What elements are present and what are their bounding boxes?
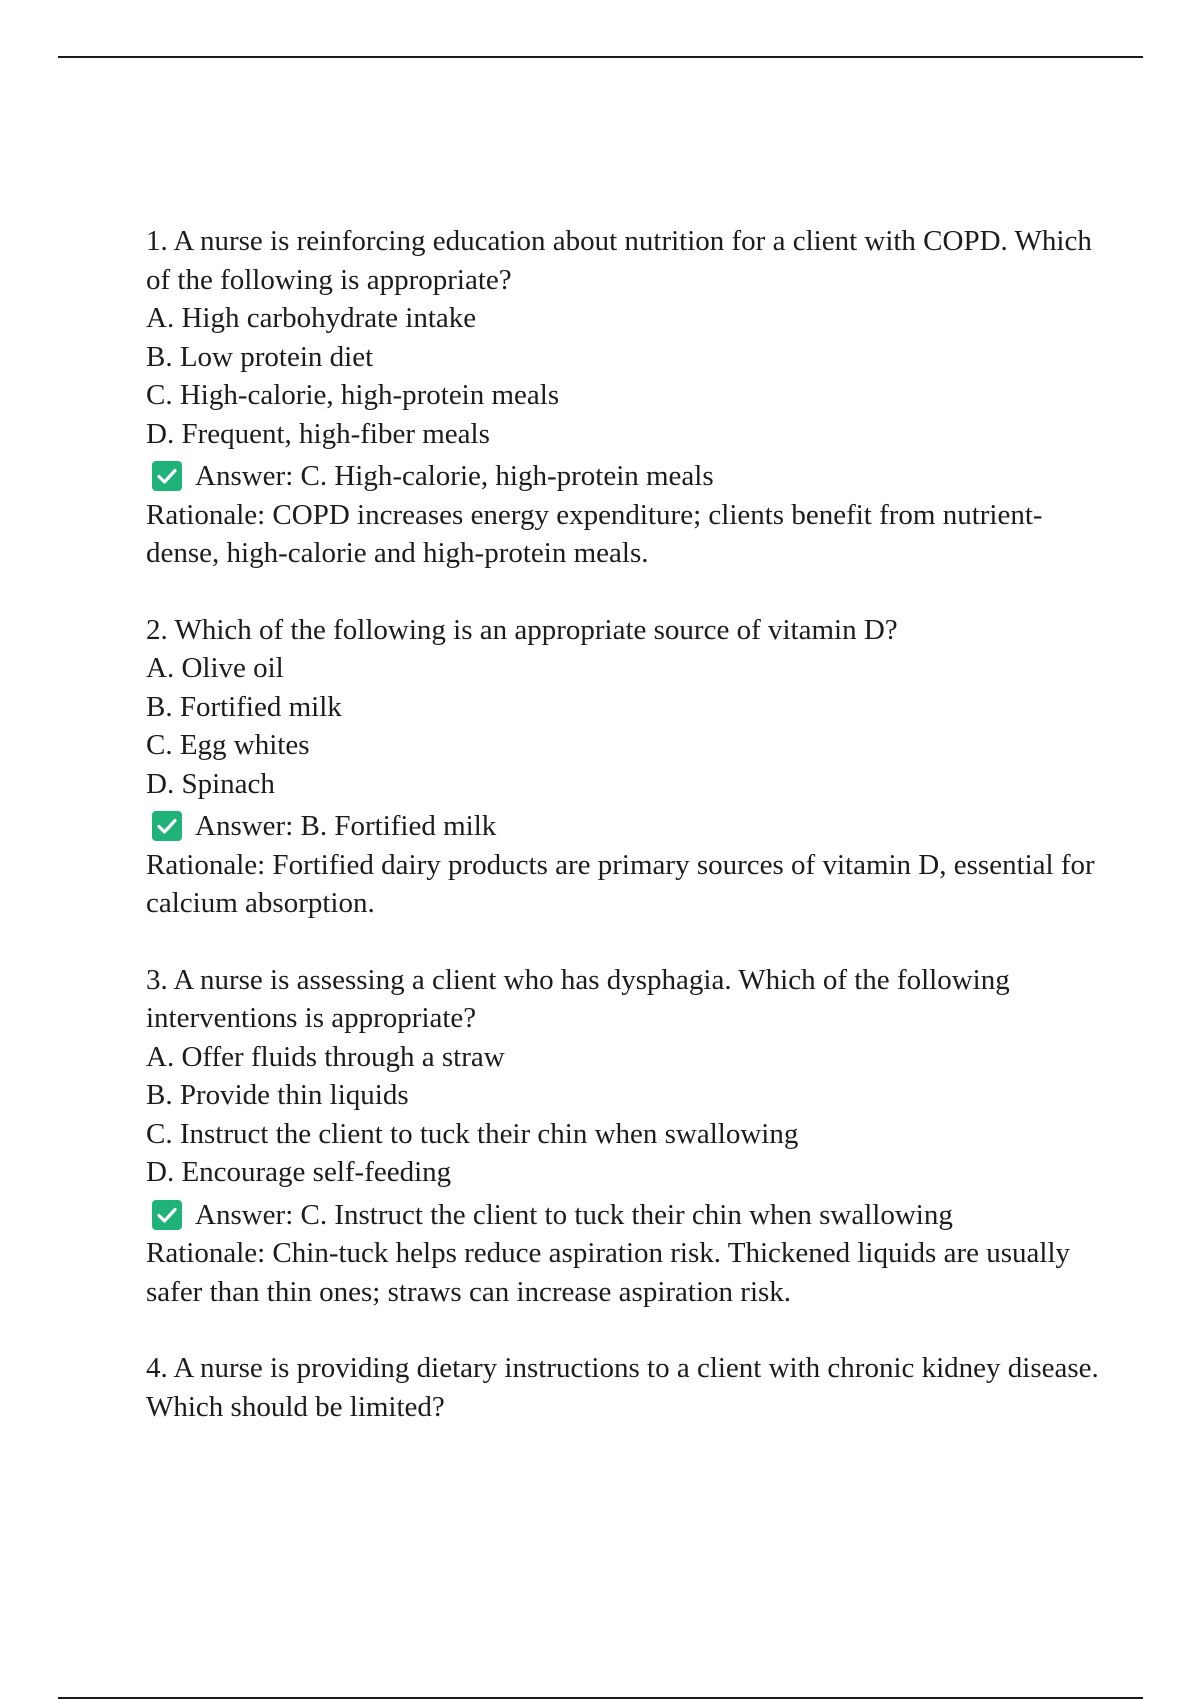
option-b: B. Low protein diet <box>146 340 374 373</box>
option-c: C. Egg whites <box>146 729 310 761</box>
top-rule <box>58 56 1143 58</box>
answer-line <box>146 457 1106 496</box>
answer-text: Answer: C. Instruct the client to tuck their chin when swallowing <box>195 1198 953 1231</box>
option-a: A. Offer fluids through a straw <box>146 1040 505 1073</box>
rationale-text: Rationale: Chin-tuck helps reduce aspiration risk. Thickened liquids are usually safer than thin ones; straws can increase aspiration risk. <box>146 1237 1071 1308</box>
option-c: C. High-calorie, high-protein meals <box>146 379 560 411</box>
question-4 <box>146 1349 1106 1426</box>
option-c: C. Instruct the client to tuck their chin when swallowing <box>146 1117 799 1150</box>
option-b: B. Provide thin liquids <box>146 1079 409 1111</box>
question-text: 2. Which of the following is an appropriate source of vitamin D? <box>146 613 898 646</box>
bottom-rule <box>58 1697 1143 1699</box>
rationale-text: Rationale: COPD increases energy expenditure; clients benefit from nutrient-dense, high-calorie and high-protein meals. <box>146 498 1043 569</box>
option-d: D. Spinach <box>146 767 275 800</box>
question-3 <box>146 961 1106 1312</box>
check-mark-icon <box>152 1200 182 1230</box>
question-text: 4. A nurse is providing dietary instructions to a client with chronic kidney disease. Which should be limited? <box>146 1352 1099 1423</box>
option-a: A. Olive oil <box>146 652 284 684</box>
question-text: 3. A nurse is assessing a client who has dysphagia. Which of the following interventions is appropriate? <box>146 963 1010 1034</box>
option-d: D. Frequent, high-fiber meals <box>146 417 490 450</box>
option-d: D. Encourage self-feeding <box>146 1156 452 1188</box>
check-mark-icon <box>152 461 182 491</box>
document-body <box>146 222 1106 1464</box>
option-a: A. High carbohydrate intake <box>146 302 477 334</box>
question-2 <box>146 611 1106 923</box>
rationale-text: Rationale: Fortified dairy products are primary sources of vitamin D, essential for calcium absorption. <box>146 848 1095 919</box>
answer-line <box>146 807 1106 846</box>
check-mark-icon <box>152 811 182 841</box>
answer-text: Answer: C. High-calorie, high-protein meals <box>195 460 714 492</box>
option-b: B. Fortified milk <box>146 690 342 723</box>
question-text: 1. A nurse is reinforcing education about nutrition for a client with COPD. Which of the following is appropriate? <box>146 225 1092 296</box>
answer-text: Answer: B. Fortified milk <box>195 810 497 842</box>
answer-line <box>146 1196 1106 1235</box>
question-1 <box>146 222 1106 573</box>
